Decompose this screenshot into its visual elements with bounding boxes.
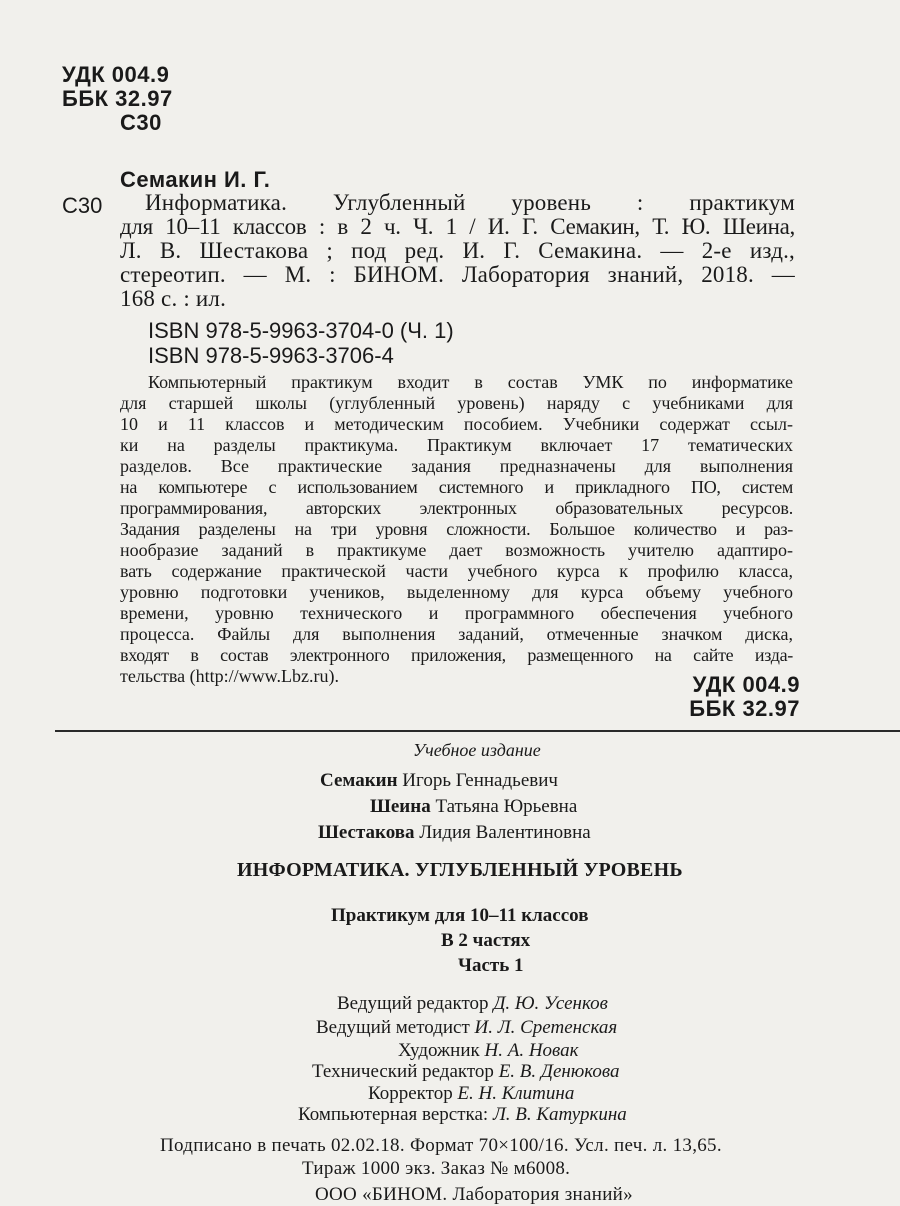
abstract-line-6: на компьютере с использованием системного и прикладного ПО, систем xyxy=(120,477,793,497)
staff-name: Е. В. Денюкова xyxy=(498,1061,620,1082)
staff-name: И. Л. Сретенская xyxy=(474,1017,618,1038)
staff-name: Н. А. Новак xyxy=(484,1040,579,1061)
staff-role: Художник xyxy=(398,1040,480,1061)
book-title: ИНФОРМАТИКА. УГЛУБЛЕННЫЙ УРОВЕНЬ xyxy=(237,859,683,881)
staff-technical-editor xyxy=(312,1061,620,1083)
abstract-line-11: уровню подготовки учеников, выделенному для курса объему учебного xyxy=(120,582,793,602)
author-1-surname: Семакин xyxy=(320,770,398,791)
abstract-line-13: процесса. Файлы для выполнения заданий, отмеченные значком диска, xyxy=(120,624,793,644)
abstract-line-8: Задания разделены на три уровня сложности. Большое количество и раз- xyxy=(120,519,793,539)
abstract-line-2: для старшей школы (углубленный уровень) наряду с учебниками для xyxy=(120,393,793,413)
book-part-number: Часть 1 xyxy=(458,955,524,976)
author-2-surname: Шеина xyxy=(370,796,431,817)
abstract-line-4: ки на разделы практикума. Практикум включает 17 тематических xyxy=(120,435,793,455)
staff-role: Ведущий методист xyxy=(316,1017,470,1038)
bbk-code-bottom: ББК 32.97 xyxy=(689,696,800,721)
abstract-line-3: 10 и 11 классов и методическим пособием. Учебники содержат ссыл- xyxy=(120,414,793,434)
author-3 xyxy=(318,822,591,844)
staff-name: Л. В. Катуркина xyxy=(492,1104,627,1125)
print-details: Подписано в печать 02.02.18. Формат 70×100/16. Усл. печ. л. 13,65. xyxy=(160,1135,722,1156)
author-2 xyxy=(370,796,577,818)
biblio-line-5: 168 с. : ил. xyxy=(120,286,227,311)
author-3-surname: Шестакова xyxy=(318,822,415,843)
staff-role: Компьютерная верстка: xyxy=(298,1104,489,1125)
edition-type: Учебное издание xyxy=(413,740,541,760)
abstract-line-12: времени, уровню технического и программного обеспечения учебного xyxy=(120,603,793,623)
book-subtitle: Практикум для 10–11 классов xyxy=(331,905,589,926)
biblio-line-3: Л. В. Шестакова ; под ред. И. Г. Семакина. — 2-е изд., xyxy=(120,238,795,263)
staff-name: Е. Н. Клитина xyxy=(457,1083,575,1104)
book-parts: В 2 частях xyxy=(441,930,531,951)
udk-code-top: УДК 004.9 xyxy=(62,62,170,87)
author-3-names: Лидия Валентиновна xyxy=(419,822,591,843)
author-1-names: Игорь Геннадьевич xyxy=(402,770,558,791)
publisher: ООО «БИНОМ. Лаборатория знаний» xyxy=(315,1184,633,1205)
abstract-line-9: нообразие заданий в практикуме дает возможность учителю адаптиро- xyxy=(120,540,793,560)
author-mark: С30 xyxy=(62,193,103,218)
biblio-line-1: Информатика. Углубленный уровень : практикум xyxy=(145,190,795,215)
udk-code-bottom: УДК 004.9 xyxy=(692,672,800,697)
biblio-line-4: стереотип. — М. : БИНОМ. Лаборатория знаний, 2018. — xyxy=(120,262,795,287)
author-heading: Семакин И. Г. xyxy=(120,167,271,192)
abstract-line-7: программирования, авторских электронных образовательных ресурсов. xyxy=(120,498,793,518)
staff-lead-methodist xyxy=(316,1017,617,1039)
staff-name: Д. Ю. Усенков xyxy=(493,993,608,1014)
abstract-line-1: Компьютерный практикум входит в состав УМК по информатике xyxy=(148,372,793,392)
abstract-line-10: вать содержание практической части учебного курса к профилю класса, xyxy=(120,561,793,581)
staff-proofreader xyxy=(368,1083,574,1105)
staff-artist xyxy=(398,1040,579,1062)
staff-layout xyxy=(298,1104,627,1126)
biblio-line-2: для 10–11 классов : в 2 ч. Ч. 1 / И. Г. Семакин, Т. Ю. Шеина, xyxy=(120,214,795,239)
author-2-names: Татьяна Юрьевна xyxy=(435,796,578,817)
abstract-line-15: тельства (http://www.Lbz.ru). xyxy=(120,666,339,686)
author-mark-top: С30 xyxy=(120,110,162,135)
staff-role: Технический редактор xyxy=(312,1061,494,1082)
bbk-code-top: ББК 32.97 xyxy=(62,86,173,111)
staff-role: Корректор xyxy=(368,1083,453,1104)
abstract-line-5: разделов. Все практические задания предназначены для выполнения xyxy=(120,456,793,476)
section-divider xyxy=(55,730,900,732)
abstract-line-14: входят в состав электронного приложения, размещенного на сайте изда- xyxy=(120,645,793,665)
author-1 xyxy=(320,770,558,792)
print-run: Тираж 1000 экз. Заказ № м6008. xyxy=(302,1158,571,1179)
isbn-set: ISBN 978-5-9963-3706-4 xyxy=(148,343,394,368)
isbn-part-1: ISBN 978-5-9963-3704-0 (Ч. 1) xyxy=(148,318,454,343)
staff-role: Ведущий редактор xyxy=(337,993,489,1014)
staff-lead-editor xyxy=(337,993,608,1015)
